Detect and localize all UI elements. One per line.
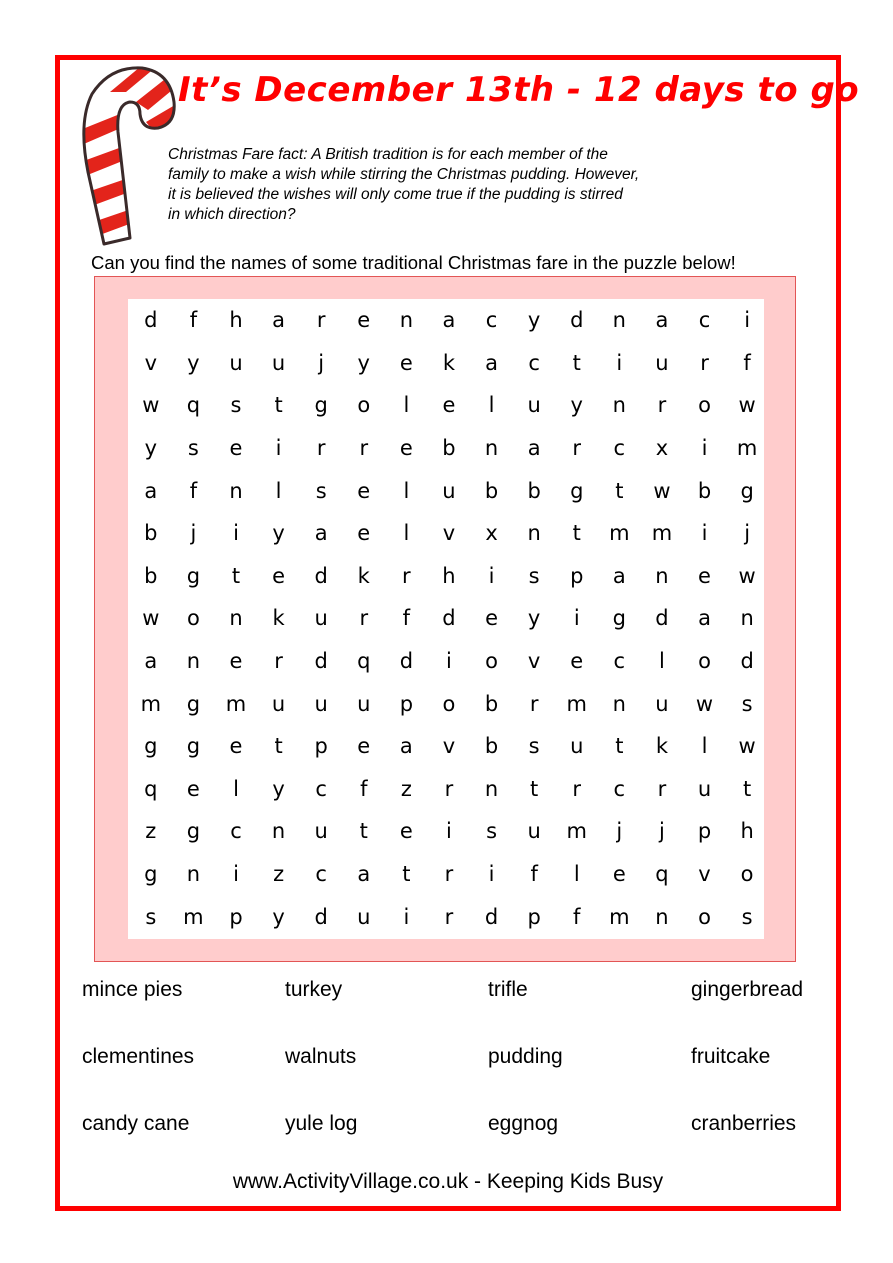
grid-letter: y xyxy=(357,350,370,375)
grid-letter: i xyxy=(233,862,239,887)
grid-letter: k xyxy=(655,734,668,759)
grid-letter: c xyxy=(528,350,540,375)
grid-letter: v xyxy=(698,862,711,887)
grid-letter: l xyxy=(275,478,282,503)
grid-letter: t xyxy=(742,776,752,801)
grid-letter: v xyxy=(442,521,456,546)
word-list-item: eggnog xyxy=(488,1112,559,1135)
grid-letter: m xyxy=(609,521,630,546)
grid-letter: p xyxy=(570,563,584,588)
grid-letter: u xyxy=(271,350,286,375)
grid-letter: o xyxy=(698,393,711,418)
grid-letter: a xyxy=(314,521,328,546)
grid-letter: s xyxy=(528,734,540,759)
grid-letter: k xyxy=(357,563,370,588)
grid-letter: r xyxy=(444,776,454,801)
grid-letter: g xyxy=(186,734,201,759)
grid-letter: n xyxy=(229,478,243,503)
grid-letter: p xyxy=(229,904,243,929)
grid-letter: j xyxy=(616,819,623,844)
grid-letter: i xyxy=(488,563,495,588)
grid-letter: s xyxy=(187,436,199,461)
footer-text: www.ActivityVillage.co.uk - Keeping Kids Busy xyxy=(232,1170,664,1193)
grid-letter: f xyxy=(530,862,538,887)
grid-letter: d xyxy=(314,649,328,674)
grid-letter: x xyxy=(655,436,669,461)
grid-letter: e xyxy=(357,734,371,759)
grid-letter: e xyxy=(399,350,413,375)
grid-letter: b xyxy=(697,478,712,503)
grid-letter: e xyxy=(399,436,413,461)
grid-letter: c xyxy=(613,649,626,674)
grid-letter: g xyxy=(612,606,626,631)
grid-letter: y xyxy=(527,606,541,631)
grid-letter: e xyxy=(272,563,286,588)
grid-letter: g xyxy=(186,819,201,844)
grid-letter: u xyxy=(570,734,584,759)
grid-letter: g xyxy=(314,393,328,418)
grid-letter: u xyxy=(527,393,541,418)
instruction-text: Can you find the names of some traditional Christmas fare in the puzzle below! xyxy=(91,252,736,273)
grid-letter: d xyxy=(399,649,414,674)
grid-letter: f xyxy=(189,478,198,503)
grid-letter: a xyxy=(399,734,413,759)
grid-letter: v xyxy=(527,649,541,674)
grid-letter: o xyxy=(186,606,200,631)
grid-letter: i xyxy=(233,521,239,546)
grid-letter: i xyxy=(403,904,410,929)
grid-letter: n xyxy=(740,606,754,631)
grid-letter: i xyxy=(446,649,452,674)
grid-letter: y xyxy=(527,308,541,333)
grid-letter: t xyxy=(359,819,368,844)
grid-letter: t xyxy=(402,862,411,887)
grid-letter: p xyxy=(314,734,328,759)
grid-letter: y xyxy=(272,904,285,929)
grid-letter: b xyxy=(484,478,499,503)
grid-letter: c xyxy=(315,862,327,887)
grid-letter: u xyxy=(527,819,541,844)
grid-letter: i xyxy=(616,350,623,375)
grid-letter: m xyxy=(566,691,587,716)
grid-letter: l xyxy=(488,393,495,418)
grid-letter: d xyxy=(484,904,499,929)
grid-letter: r xyxy=(444,862,454,887)
word-list-item: pudding xyxy=(488,1045,563,1068)
grid-letter: r xyxy=(529,691,539,716)
grid-letter: t xyxy=(572,521,581,546)
grid-letter: c xyxy=(613,776,626,801)
grid-letter: o xyxy=(698,649,711,674)
grid-letter: d xyxy=(740,649,754,674)
grid-letter: n xyxy=(612,308,626,333)
grid-letter: r xyxy=(274,649,283,674)
grid-letter: l xyxy=(573,862,580,887)
grid-letter: f xyxy=(360,776,368,801)
grid-letter: c xyxy=(698,308,711,333)
grid-letter: e xyxy=(357,521,371,546)
grid-letter: i xyxy=(701,521,708,546)
grid-letter: e xyxy=(698,563,711,588)
grid-letter: a xyxy=(655,308,669,333)
grid-letter: f xyxy=(743,350,751,375)
grid-letter: c xyxy=(485,308,498,333)
grid-letter: s xyxy=(486,819,498,844)
grid-letter: t xyxy=(615,478,624,503)
grid-letter: u xyxy=(655,350,669,375)
grid-letter: s xyxy=(528,563,540,588)
grid-letter: i xyxy=(275,436,282,461)
grid-letter: n xyxy=(612,393,626,418)
grid-letter: b xyxy=(442,436,456,461)
word-list xyxy=(82,978,842,1148)
grid-letter: w xyxy=(738,393,756,418)
grid-letter: r xyxy=(444,904,454,929)
grid-letter: h xyxy=(229,308,243,333)
grid-letter: m xyxy=(736,436,758,461)
grid-letter: w xyxy=(738,563,756,588)
grid-letter: b xyxy=(484,734,499,759)
grid-letter: m xyxy=(566,819,587,844)
grid-letter: v xyxy=(442,734,456,759)
grid-letter: p xyxy=(697,819,712,844)
grid-letter: a xyxy=(485,350,498,375)
grid-letter: b xyxy=(484,691,499,716)
grid-letter: g xyxy=(186,691,201,716)
grid-letter: u xyxy=(314,691,328,716)
grid-letter: y xyxy=(570,393,583,418)
grid-letter: f xyxy=(189,308,198,333)
grid-letter: e xyxy=(570,649,584,674)
word-list-item: turkey xyxy=(285,978,343,1001)
grid-letter: e xyxy=(229,649,243,674)
grid-letter: n xyxy=(612,691,626,716)
grid-letter: y xyxy=(144,436,158,461)
grid-letter: m xyxy=(651,521,673,546)
word-list-item: mince pies xyxy=(82,978,183,1001)
grid-letter: t xyxy=(572,350,581,375)
word-search-grid xyxy=(128,299,764,939)
word-list-item: candy cane xyxy=(82,1112,190,1135)
grid-letter: a xyxy=(612,563,626,588)
grid-letter: d xyxy=(570,308,584,333)
grid-letter: j xyxy=(318,350,325,375)
grid-letter: y xyxy=(187,350,200,375)
grid-letter: a xyxy=(144,478,158,503)
grid-letter: u xyxy=(271,691,286,716)
grid-letter: n xyxy=(484,436,499,461)
grid-letter: s xyxy=(315,478,327,503)
grid-letter: k xyxy=(442,350,456,375)
christmas-fare-fact xyxy=(168,145,748,225)
grid-letter: v xyxy=(144,350,158,375)
grid-letter: e xyxy=(357,308,371,333)
grid-letter: e xyxy=(186,776,200,801)
grid-letter: l xyxy=(233,776,239,801)
word-list-item: clementines xyxy=(82,1045,195,1068)
grid-letter: j xyxy=(659,819,665,844)
grid-letter: r xyxy=(316,436,326,461)
grid-letter: k xyxy=(272,606,285,631)
grid-letter: t xyxy=(274,393,283,418)
grid-letter: n xyxy=(655,563,669,588)
grid-letter: n xyxy=(399,308,414,333)
candy-cane-icon xyxy=(70,62,180,252)
grid-letter: r xyxy=(700,350,709,375)
grid-letter: e xyxy=(229,436,243,461)
grid-letter: c xyxy=(230,819,242,844)
word-list-item: fruitcake xyxy=(691,1045,771,1068)
grid-letter: z xyxy=(145,819,157,844)
grid-letter: w xyxy=(695,691,714,716)
grid-letter: m xyxy=(183,904,204,929)
grid-letter: r xyxy=(359,606,369,631)
grid-letter: i xyxy=(573,606,580,631)
grid-letter: g xyxy=(144,734,158,759)
grid-letter: n xyxy=(655,904,669,929)
fact-line: Christmas Fare fact: A British tradition is for each member of the xyxy=(168,146,608,163)
grid-letter: m xyxy=(609,904,630,929)
fact-line: in which direction? xyxy=(168,206,296,223)
grid-letter: a xyxy=(144,649,158,674)
fact-line: it is believed the wishes will only come true if the pudding is stirred xyxy=(168,186,623,203)
grid-letter: u xyxy=(229,350,243,375)
grid-letter: p xyxy=(399,691,414,716)
grid-letter: d xyxy=(655,606,669,631)
grid-letter: u xyxy=(314,819,328,844)
grid-letter: w xyxy=(142,606,160,631)
grid-letter: j xyxy=(744,521,751,546)
grid-letter: u xyxy=(655,691,669,716)
grid-letter: r xyxy=(657,776,667,801)
grid-letter: c xyxy=(613,436,626,461)
grid-letter: h xyxy=(740,819,754,844)
grid-letter: c xyxy=(315,776,327,801)
grid-letter: r xyxy=(657,393,667,418)
grid-letter: l xyxy=(659,649,665,674)
grid-letter: n xyxy=(484,776,499,801)
grid-letter: e xyxy=(442,393,456,418)
fact-line: family to make a wish while stirring the Christmas pudding. However, xyxy=(168,166,640,183)
grid-letter: g xyxy=(570,478,584,503)
grid-letter: j xyxy=(190,521,197,546)
grid-letter: f xyxy=(402,606,411,631)
grid-letter: l xyxy=(403,478,410,503)
grid-letter: s xyxy=(230,393,242,418)
grid-letter: t xyxy=(231,563,241,588)
grid-letter: n xyxy=(271,819,286,844)
grid-letter: t xyxy=(615,734,624,759)
grid-letter: n xyxy=(229,606,243,631)
grid-letter: e xyxy=(229,734,243,759)
grid-letter: r xyxy=(359,436,369,461)
grid-letter: o xyxy=(357,393,371,418)
grid-letter: a xyxy=(357,862,371,887)
grid-letter: e xyxy=(612,862,626,887)
grid-letter: w xyxy=(738,734,756,759)
grid-letter: q xyxy=(144,776,158,801)
grid-letter: i xyxy=(744,308,751,333)
grid-letter: l xyxy=(701,734,708,759)
grid-letter: n xyxy=(186,862,201,887)
grid-letter: o xyxy=(485,649,498,674)
grid-letter: x xyxy=(485,521,498,546)
word-list-item: cranberries xyxy=(691,1112,797,1135)
grid-letter: n xyxy=(186,649,201,674)
word-list-item: trifle xyxy=(488,978,528,1001)
grid-letter: o xyxy=(442,691,456,716)
grid-letter: s xyxy=(145,904,157,929)
grid-letter: w xyxy=(142,393,160,418)
grid-letter: y xyxy=(272,521,285,546)
grid-letter: o xyxy=(740,862,754,887)
grid-letter: e xyxy=(399,819,413,844)
grid-letter: a xyxy=(272,308,286,333)
grid-letter: l xyxy=(403,521,410,546)
word-list-item: yule log xyxy=(285,1112,358,1135)
grid-letter: a xyxy=(527,436,541,461)
grid-letter: m xyxy=(225,691,247,716)
grid-letter: u xyxy=(357,691,371,716)
grid-letter: y xyxy=(272,776,285,801)
grid-letter: g xyxy=(740,478,754,503)
grid-letter: o xyxy=(698,904,711,929)
grid-letter: l xyxy=(403,393,410,418)
grid-letter: z xyxy=(400,776,412,801)
grid-letter: u xyxy=(697,776,712,801)
grid-letter: t xyxy=(530,776,539,801)
grid-letter: p xyxy=(527,904,541,929)
grid-letter: e xyxy=(357,478,371,503)
grid-letter: a xyxy=(698,606,711,631)
grid-letter: s xyxy=(741,691,753,716)
grid-letter: r xyxy=(316,308,326,333)
grid-letter: s xyxy=(741,904,753,929)
grid-letter: q xyxy=(186,393,201,418)
grid-letter: w xyxy=(653,478,671,503)
grid-letter: f xyxy=(573,904,581,929)
grid-letter: e xyxy=(485,606,498,631)
grid-letter: d xyxy=(442,606,456,631)
grid-letter: r xyxy=(572,436,582,461)
grid-letter: i xyxy=(701,436,708,461)
page-title: It’s December 13th - 12 days to go xyxy=(178,70,860,110)
grid-letter: q xyxy=(357,649,371,674)
grid-letter: b xyxy=(527,478,541,503)
grid-letter: u xyxy=(442,478,456,503)
grid-letter: i xyxy=(446,819,452,844)
grid-letter: q xyxy=(655,862,669,887)
grid-letter: a xyxy=(442,308,456,333)
grid-letter: b xyxy=(144,521,158,546)
grid-letter: b xyxy=(144,563,158,588)
grid-letter: u xyxy=(357,904,371,929)
grid-letter: n xyxy=(527,521,541,546)
grid-letter: m xyxy=(140,691,162,716)
word-list-item: gingerbread xyxy=(691,978,804,1001)
grid-letter: r xyxy=(402,563,411,588)
grid-letter: d xyxy=(144,308,158,333)
grid-letter: i xyxy=(488,862,495,887)
word-list-item: walnuts xyxy=(285,1045,357,1068)
grid-letter: g xyxy=(186,563,201,588)
grid-letter: d xyxy=(314,563,328,588)
grid-letter: h xyxy=(442,563,456,588)
grid-letter: u xyxy=(314,606,328,631)
grid-letter: d xyxy=(314,904,328,929)
grid-letter: z xyxy=(273,862,285,887)
grid-letter: g xyxy=(144,862,158,887)
grid-letter: t xyxy=(274,734,283,759)
grid-letter: r xyxy=(572,776,582,801)
